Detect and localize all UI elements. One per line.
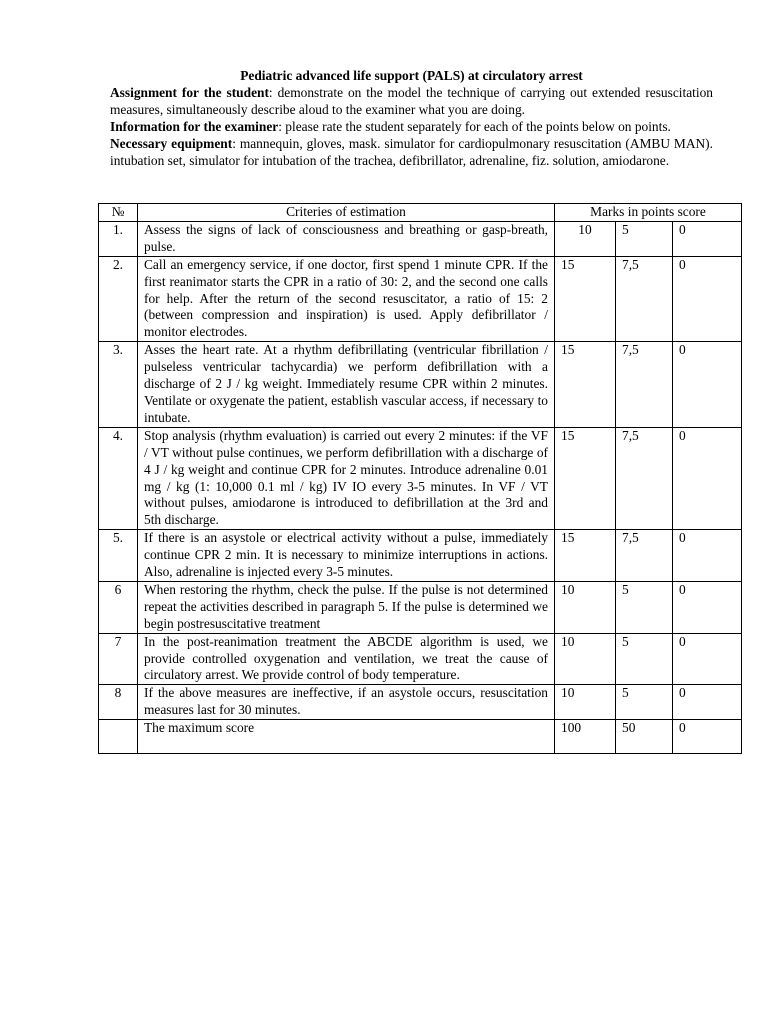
row-criteria: Asses the heart rate. At a rhythm defibrillating (ventricular fibrillation / pulseless ventricular tachycardia) we perform defibrillation with a discharge of 2 J / kg weight. Immediately resume CPR within 2 minutes. Ventilate or oxygenate the patient, establish vascular access, if necessary to intubate. <box>138 342 555 428</box>
row-number: 2. <box>99 256 138 342</box>
table-header-row <box>99 204 742 222</box>
total-mark-max: 100 <box>555 720 616 754</box>
mark-max: 10 <box>555 581 616 633</box>
row-criteria: Assess the signs of lack of consciousness and breathing or gasp-breath, pulse. <box>138 221 555 256</box>
total-mark-half: 50 <box>616 720 673 754</box>
row-number: 3. <box>99 342 138 428</box>
equipment-text: : mannequin, gloves, mask. simulator for cardiopulmonary resuscitation (AMBU MAN). intubation set, simulator for intubation of the trachea, defibrillator, adrenaline, fiz. solution, amiodarone. <box>110 135 713 168</box>
document-title: Pediatric advanced life support (PALS) at circulatory arrest <box>240 68 583 83</box>
table-row <box>99 427 742 529</box>
equipment-paragraph <box>110 136 713 170</box>
total-number <box>99 720 138 754</box>
mark-zero: 0 <box>673 256 742 342</box>
mark-half: 5 <box>616 221 673 256</box>
information-text: : please rate the student separately for each of the points below on points. <box>278 118 671 134</box>
equipment-label: Necessary equipment <box>110 135 233 151</box>
mark-half: 5 <box>616 581 673 633</box>
mark-zero: 0 <box>673 685 742 720</box>
mark-zero: 0 <box>673 221 742 256</box>
mark-half: 7,5 <box>616 530 673 582</box>
table-row <box>99 633 742 685</box>
row-criteria: In the post-reanimation treatment the ABCDE algorithm is used, we provide controlled oxygenation and ventilation, we treat the cause of circulatory arrest. We provide control of body temperature. <box>138 633 555 685</box>
row-criteria: Call an emergency service, if one doctor, first spend 1 minute CPR. If the first reanimator starts the CPR in a ratio of 30: 2, and the second one calls for help. After the return of the second resuscitator, a ratio of 15: 2 (between compression and inspiration) is used. Apply defibrillator / monitor electrodes. <box>138 256 555 342</box>
row-number: 8 <box>99 685 138 720</box>
information-label: Information for the examiner <box>110 118 279 134</box>
mark-half: 7,5 <box>616 342 673 428</box>
header-criteria: Criteries of estimation <box>138 204 555 222</box>
row-criteria: When restoring the rhythm, check the pulse. If the pulse is not determined repeat the activities described in paragraph 5. If the pulse is determined we begin postresuscitative treatment <box>138 581 555 633</box>
table-row <box>99 221 742 256</box>
mark-zero: 0 <box>673 530 742 582</box>
assignment-paragraph <box>110 85 713 119</box>
assignment-text: : demonstrate on the model the technique of carrying out extended resuscitation measures, simultaneously describe aloud to the examiner what you are doing. <box>110 84 713 117</box>
mark-zero: 0 <box>673 342 742 428</box>
table-row <box>99 256 742 342</box>
row-criteria: If there is an asystole or electrical activity without a pulse, immediately continue CPR 2 min. It is necessary to minimize interruptions in actions. Also, adrenaline is injected every 3-5 minutes. <box>138 530 555 582</box>
row-number: 4. <box>99 427 138 529</box>
total-row <box>99 720 742 754</box>
mark-zero: 0 <box>673 633 742 685</box>
table-row <box>99 530 742 582</box>
information-paragraph <box>110 119 713 136</box>
mark-half: 7,5 <box>616 256 673 342</box>
row-number: 7 <box>99 633 138 685</box>
evaluation-table <box>98 203 742 754</box>
row-number: 1. <box>99 221 138 256</box>
mark-max: 10 <box>555 685 616 720</box>
row-criteria: If the above measures are ineffective, if an asystole occurs, resuscitation measures last for 30 minutes. <box>138 685 555 720</box>
header-number: № <box>99 204 138 222</box>
mark-zero: 0 <box>673 581 742 633</box>
mark-half: 5 <box>616 685 673 720</box>
mark-half: 5 <box>616 633 673 685</box>
row-number: 5. <box>99 530 138 582</box>
assignment-label: Assignment for the student <box>110 84 269 100</box>
table-row <box>99 342 742 428</box>
mark-max: 15 <box>555 342 616 428</box>
mark-max: 10 <box>555 221 616 256</box>
table-row <box>99 581 742 633</box>
mark-max: 15 <box>555 530 616 582</box>
row-criteria: Stop analysis (rhythm evaluation) is carried out every 2 minutes: if the VF / VT without pulse continues, we perform defibrillation with a discharge of 4 J / kg weight and continue CPR for 2 minutes. Introduce adrenaline 0.01 mg / kg (1: 10,000 0.1 ml / kg) IV IO every 3-5 minutes. In VF / VT without pulses, amiodarone is introduced to defibrillation at the 3rd and 5th discharge. <box>138 427 555 529</box>
row-number: 6 <box>99 581 138 633</box>
mark-max: 15 <box>555 427 616 529</box>
mark-max: 15 <box>555 256 616 342</box>
total-mark-zero: 0 <box>673 720 742 754</box>
table-row <box>99 685 742 720</box>
mark-half: 7,5 <box>616 427 673 529</box>
mark-max: 10 <box>555 633 616 685</box>
document-header <box>110 68 713 169</box>
mark-zero: 0 <box>673 427 742 529</box>
header-marks: Marks in points score <box>555 204 742 222</box>
total-label: The maximum score <box>138 720 555 754</box>
